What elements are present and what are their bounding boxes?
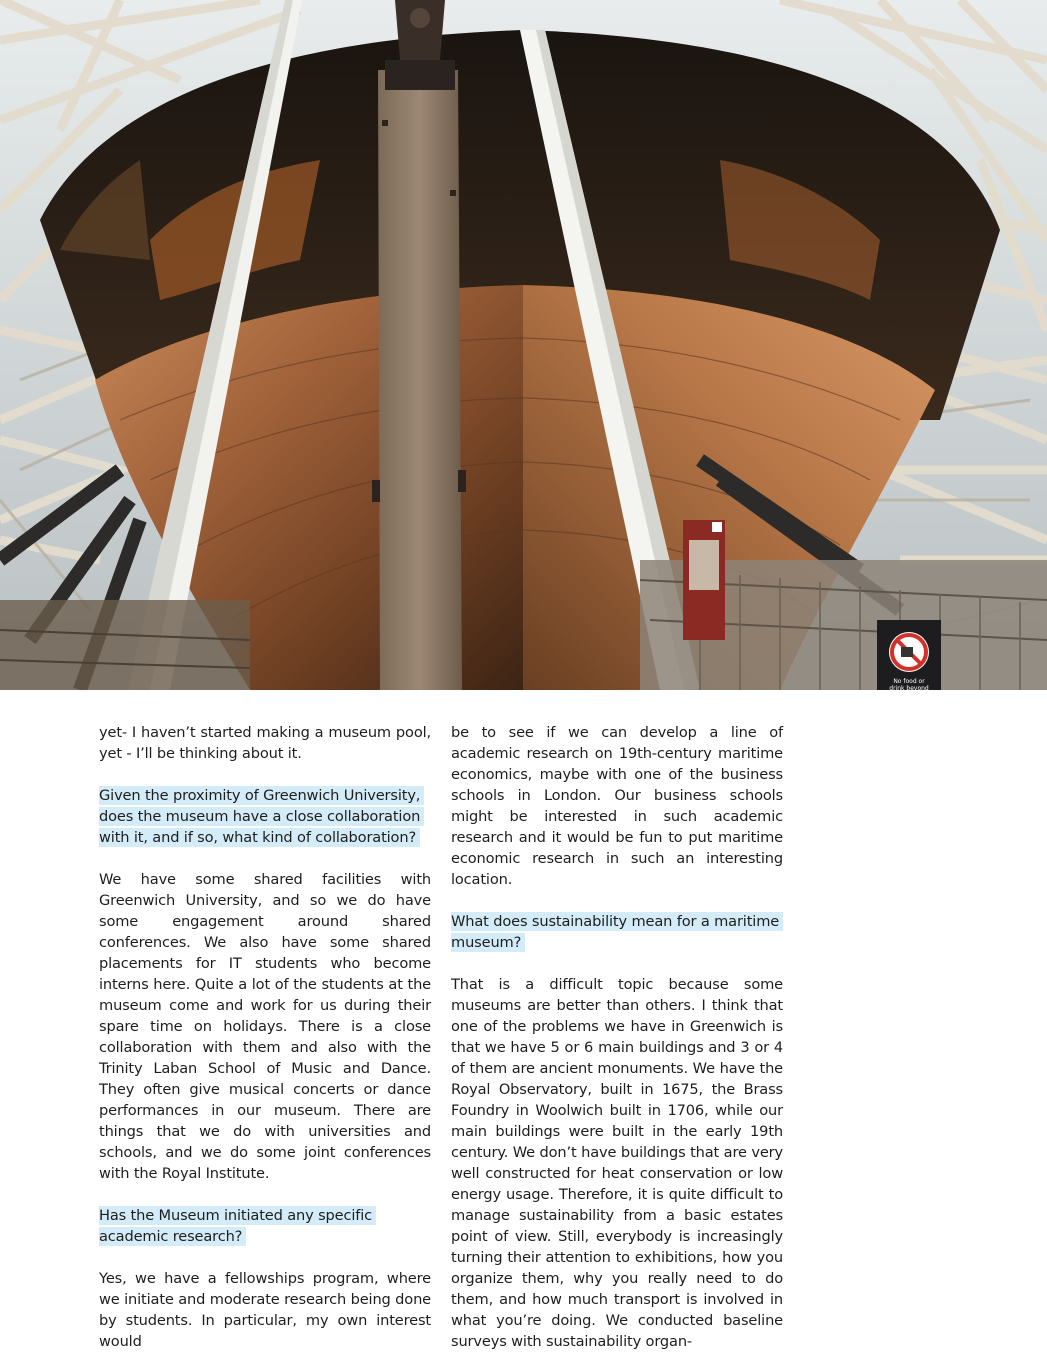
article-column-left	[99, 722, 431, 1352]
interview-question	[99, 785, 431, 848]
ship-keel-stem	[378, 70, 462, 690]
paragraph: We have some shared facilities with Greenwich University, and so we do have some engagement around shared conferences. We also have some shared placements for IT students who become interns here. Quite a lot of the students at the museum come and work for us during their spare time on holidays. There is a close collaboration with them and also with the Trinity Laban School of Music and Dance. They often give musical concerts or dance performances in our museum. There are things that we do with universities and schools, and we do some joint conferences with the Royal Institute.	[99, 871, 431, 1182]
paragraph: That is a difficult topic because some museums are better than others. I think that one of the problems we have in Greenwich is that we have 5 or 6 main buildings and 3 or 4 of them are ancient monuments. We have the Royal Observatory, built in 1675, the Brass Foundry in Woolwich built in 1706, while our main buildings were built in the early 19th century. We don’t have buildings that are very well constructed for heat conservation or low energy usage. Therefore, it is quite difficult to manage sustainability from a basic estates point of view. Still, everybody is increasingly turning their attention to exhibitions, how you organize them, why you really need to do them, and how much transport is involved in what you’re doing. We conducted baseline surveys with sustainability organ-	[451, 976, 783, 1350]
interview-question	[99, 1205, 431, 1247]
question-text: Has the Museum initiated any specific academic research?	[99, 1206, 376, 1246]
paragraph: Yes, we have a fellowships program, where we initiate and moderate research being done by students. In particular, my own interest would	[99, 1270, 431, 1350]
question-text: What does sustainability mean for a maritime museum?	[451, 912, 783, 952]
paragraph: yet- I haven’t started making a museum pool, yet - I’ll be thinking about it.	[99, 724, 431, 762]
sign-text-line2: drink beyond	[889, 685, 929, 690]
no-food-sign	[877, 620, 941, 690]
article-column-right	[451, 722, 783, 1352]
question-text: Given the proximity of Greenwich University, does the museum have a close collaboration with it, and if so, what kind of collaboration?	[99, 786, 424, 847]
sign-text-line1: No food or	[893, 678, 925, 685]
interview-question	[451, 911, 783, 953]
paragraph: be to see if we can develop a line of academic research on 19th-century maritime economics, maybe with one of the business schools in London. Our business schools might be interested in such academic research and it would be fun to put maritime economic research in such an interesting location.	[451, 724, 783, 888]
